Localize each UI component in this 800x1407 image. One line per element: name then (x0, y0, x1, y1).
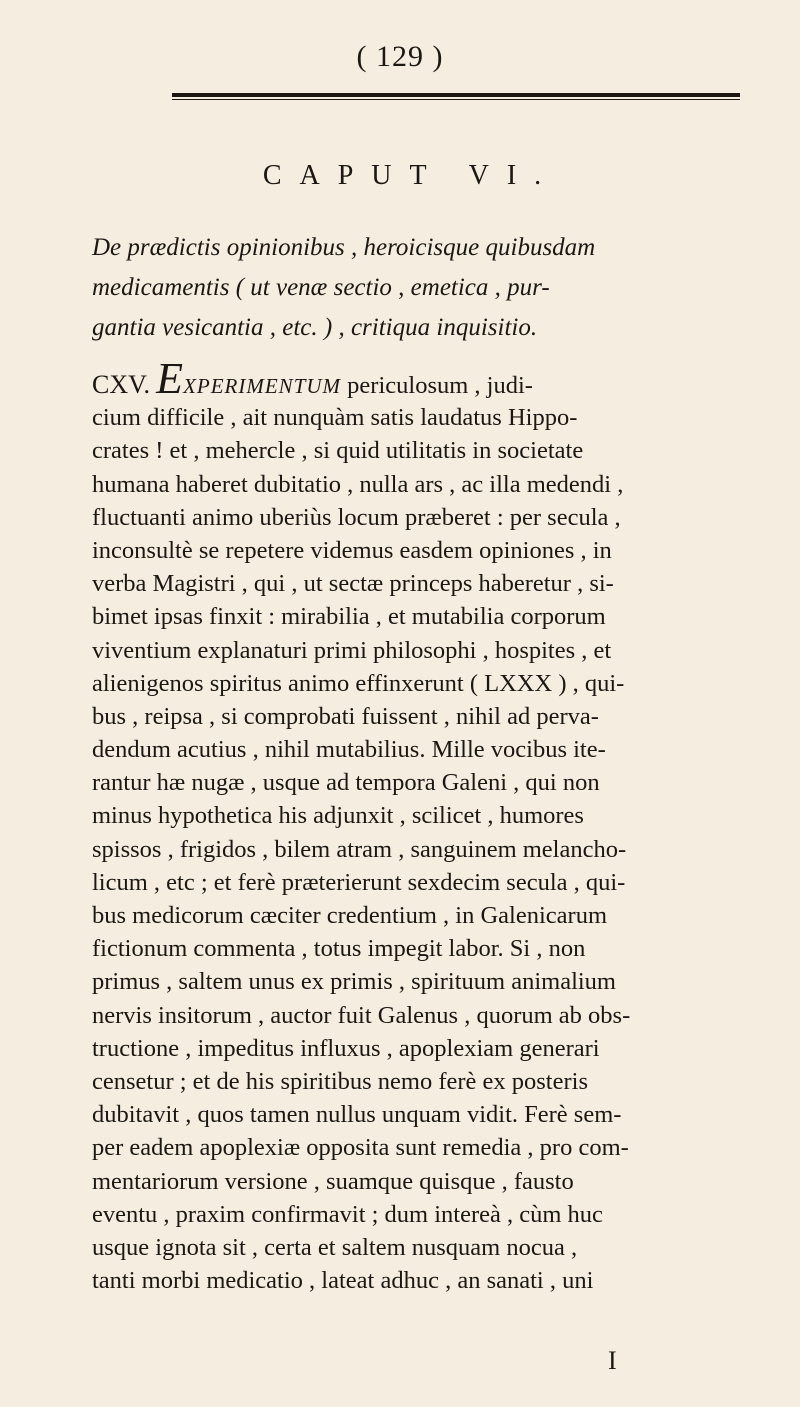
drop-cap: E (156, 354, 184, 403)
text-line: usque ignota sit , certa et saltem nusquam nocua , (92, 1233, 578, 1261)
text-line: humana haberet dubitatio , nulla ars , ac illa medendi , (92, 470, 624, 498)
chapter-title: CAPUT VI. (262, 160, 560, 191)
text-line: nervis insitorum , auctor fuit Galenus , quorum ab obs- (92, 1001, 631, 1029)
text-line: fluctuanti animo uberiùs locum præberet : per secula , (92, 503, 621, 531)
text-line: viventium explanaturi primi philosophi , hospites , et (92, 636, 612, 664)
text-line: bus medicorum cæciter credentium , in Galenicarum (92, 902, 608, 929)
page-number: ( 129 ) (356, 40, 444, 73)
text-line: per eadem apoplexiæ opposita sunt remedia , pro com- (92, 1134, 629, 1162)
header-rule (172, 93, 740, 97)
first-line (92, 354, 742, 403)
text-line: eventu , praxim confirmavit ; dum intereà , cùm huc (92, 1200, 603, 1228)
text-line: cium difficile , ait nunquàm satis laudatus Hippo- (92, 404, 578, 432)
text-line: bimet ipsas finxit : mirabilia , et mutabilia corporum (92, 603, 606, 631)
text-line: inconsultè se repetere videmus easdem opiniones , in (92, 536, 612, 564)
text-line: primus , saltem unus ex primis , spirituum animalium (92, 968, 616, 996)
text-line: fictionum commenta , totus impegit labor. Si , non (92, 935, 586, 963)
header-rule-thin (172, 99, 740, 100)
text-line: verba Magistri , qui , ut sectæ princeps haberetur , si- (92, 570, 614, 598)
text-line: licum , etc ; et ferè præterierunt sexdecim secula , qui- (92, 868, 626, 896)
first-line-rest: periculosum , judi- (341, 372, 533, 399)
text-line: rantur hæ nugæ , usque ad tempora Galeni , qui non (92, 769, 600, 797)
text-line: spissos , frigidos , bilem atram , sanguinem melancho- (92, 835, 627, 863)
subtitle-line: De prædictis opinionibus , heroicisque quibusdam (92, 234, 596, 261)
text-line: alienigenos spiritus animo effinxerunt ( LXXX ) , qui- (92, 669, 625, 697)
text-line: dendum acutius , nihil mutabilius. Mille vocibus ite- (92, 736, 606, 764)
opening-word: XPERIMENTUM (183, 374, 342, 398)
text-line: dubitavit , quos tamen nullus unquam vidit. Ferè sem- (92, 1101, 622, 1129)
subtitle-line: medicamentis ( ut venæ sectio , emetica , pur- (92, 274, 550, 301)
catchword: I (608, 1346, 617, 1375)
text-line: tructione , impeditus influxus , apoplexiam generari (92, 1034, 600, 1062)
subtitle-line: gantia vesicantia , etc. ) , critiqua inquisitio. (92, 314, 538, 341)
text-line: minus hypothetica his adjunxit , scilicet , humores (92, 802, 584, 830)
text-line: crates ! et , mehercle , si quid utilitatis in societate (92, 437, 584, 465)
section-number: CXV. (92, 370, 151, 399)
text-line: censetur ; et de his spiritibus nemo ferè ex posteris (92, 1067, 588, 1095)
chapter-subtitle (92, 228, 742, 348)
body-text (92, 354, 742, 1297)
text-line: tanti morbi medicatio , lateat adhuc , an sanati , uni (92, 1267, 594, 1295)
text-line: mentariorum versione , suamque quisque , fausto (92, 1167, 574, 1195)
text-line: bus , reipsa , si comprobati fuissent , nihil ad perva- (92, 702, 599, 730)
